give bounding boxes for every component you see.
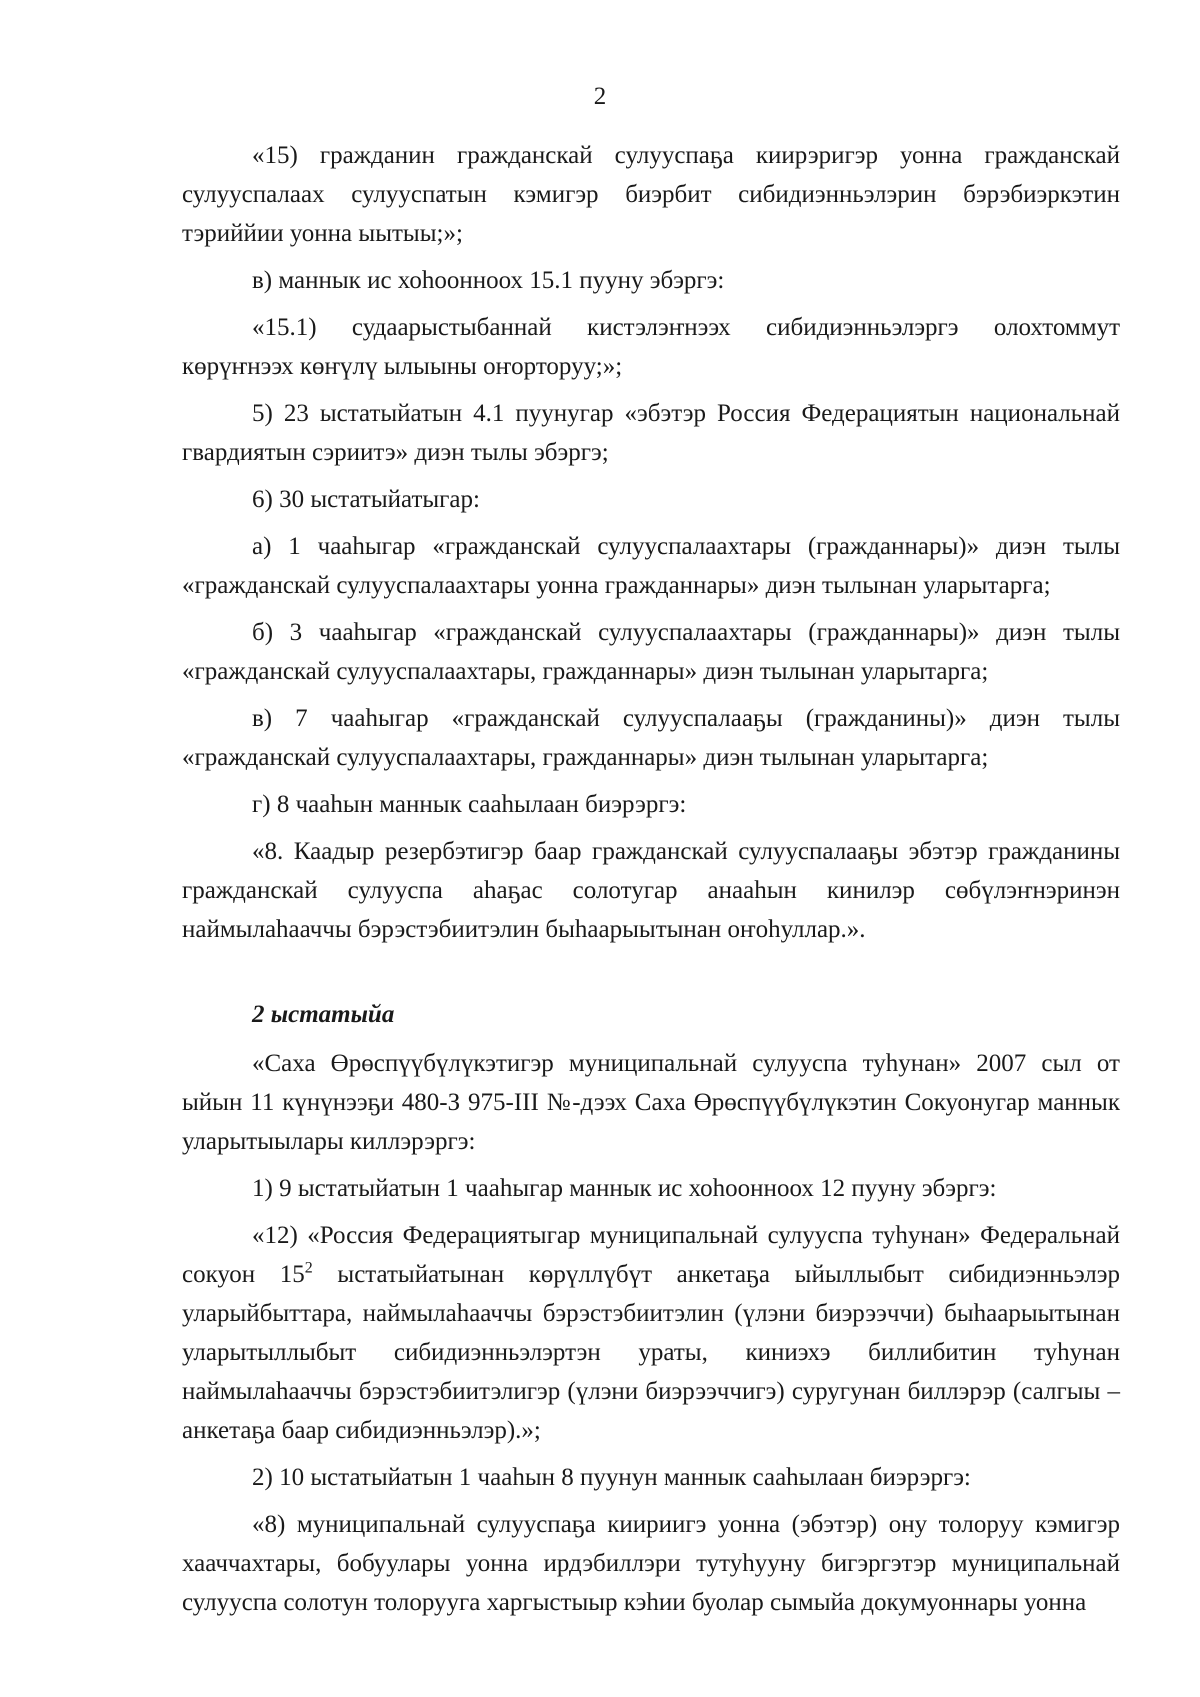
quote-12-text-after: ыстатыйатынан көрүллүбүт анкетаҕа ыйыллыбыт сибидиэнньэлэр уларыйбыттара, наймылаһааччы бэрэстэбиитэлин (үлэни биэрээччи) быһаарыытынан уларытыллыбыт сибидиэнньэлэртэн ураты, киниэхэ биллибитин туһунан наймылаһааччы бэрэстэбиитэлигэр (үлэни биэрээччигэ) суругунан биллэрэр (салгыы – анкетаҕа баар сибидиэнньэлэр).»; [182, 1261, 1120, 1444]
paragraph-item-15: «15) гражданин гражданскай сулууспаҕа киирэригэр уонна гражданскай сулууспалаах сулууспатын кэмигэр биэрбит сибидиэнньэлэрин бэрэбиэркэтин тэриййии уонна ыытыы;»; [182, 142, 1120, 247]
document-body [182, 136, 1120, 1630]
paragraph-item-g: г) 8 чааһын маннык сааһылаан биэрэргэ: [252, 791, 687, 818]
paragraph-item-v7: в) 7 чааһыгар «гражданскай сулууспалааҕы (гражданины)» диэн тылы «гражданскай сулууспалаахтары, гражданнары» диэн тылынан уларытарга; [182, 705, 1120, 771]
article-2-item-1: 1) 9 ыстатыйатын 1 чааһыгар маннык ис хоһоонноох 12 пууну эбэргэ: [252, 1175, 997, 1202]
page-number: 2 [593, 83, 607, 110]
quote-12-text-before: «12) «Россия Федерациятыгар муниципальнай сулууспа туһунан» Федеральнай сокуон 15 [182, 1222, 1120, 1288]
article-2-quote-12 [182, 1216, 1120, 1450]
paragraph-item-6: 6) 30 ыстатыйатыгар: [252, 486, 480, 513]
quote-12-superscript: 2 [304, 1259, 313, 1277]
paragraph-item-15-1: «15.1) судаарыстыбаннай кистэлэҥнээх сибидиэнньэлэргэ олохтоммут көрүҥнээх көҥүлү ылыыны оҥорторуу;»; [182, 314, 1120, 380]
article-2-quote-8: «8) муниципальнай сулууспаҕа киириигэ уонна (эбэтэр) ону толоруу кэмигэр хааччахтары, бобуулары уонна ирдэбиллэри тутуһууну бигэргэтэр муниципальнай сулууспа солотун толорууга харгыстыыр кэһии буолар сымыйа докумуоннары уонна [182, 1511, 1120, 1616]
paragraph-item-8-quote: «8. Каадыр резербэтигэр баар гражданскай сулууспалааҕы эбэтэр гражданины гражданскай сулууспа аһаҕас солотугар анааһын кинилэр сөбүлэҥнэринэн наймылаһааччы бэрэстэбиитэлин быһаарыытынан оҥоһуллар.». [182, 838, 1120, 943]
paragraph-item-v: в) маннык ис хоһоонноох 15.1 пууну эбэргэ: [252, 267, 725, 294]
paragraph-item-a: а) 1 чааһыгар «гражданскай сулууспалаахтары (гражданнары)» диэн тылы «гражданскай сулууспалаахтары уонна гражданнары» диэн тылынан уларытарга; [182, 533, 1120, 599]
paragraph-item-b: б) 3 чааһыгар «гражданскай сулууспалаахтары (гражданнары)» диэн тылы «гражданскай сулууспалаахтары, гражданнары» диэн тылынан уларытарга; [182, 619, 1120, 685]
article-2-intro: «Саха Өрөспүүбүлүкэтигэр муниципальнай сулууспа туһунан» 2007 сыл от ыйын 11 күнүнээҕи 480-З 975-III №-дээх Саха Өрөспүүбүлүкэтин Сокуонугар маннык уларытыылары киллэрэргэ: [182, 1050, 1120, 1155]
article-2-item-2: 2) 10 ыстатыйатын 1 чааһын 8 пуунун маннык сааһылаан биэрэргэ: [252, 1464, 971, 1491]
article-2-heading: 2 ыстатыйа [252, 1001, 395, 1028]
paragraph-item-5: 5) 23 ыстатыйатын 4.1 пуунугар «эбэтэр Россия Федерациятын национальнай гвардиятын сэриитэ» диэн тылы эбэргэ; [182, 400, 1120, 466]
